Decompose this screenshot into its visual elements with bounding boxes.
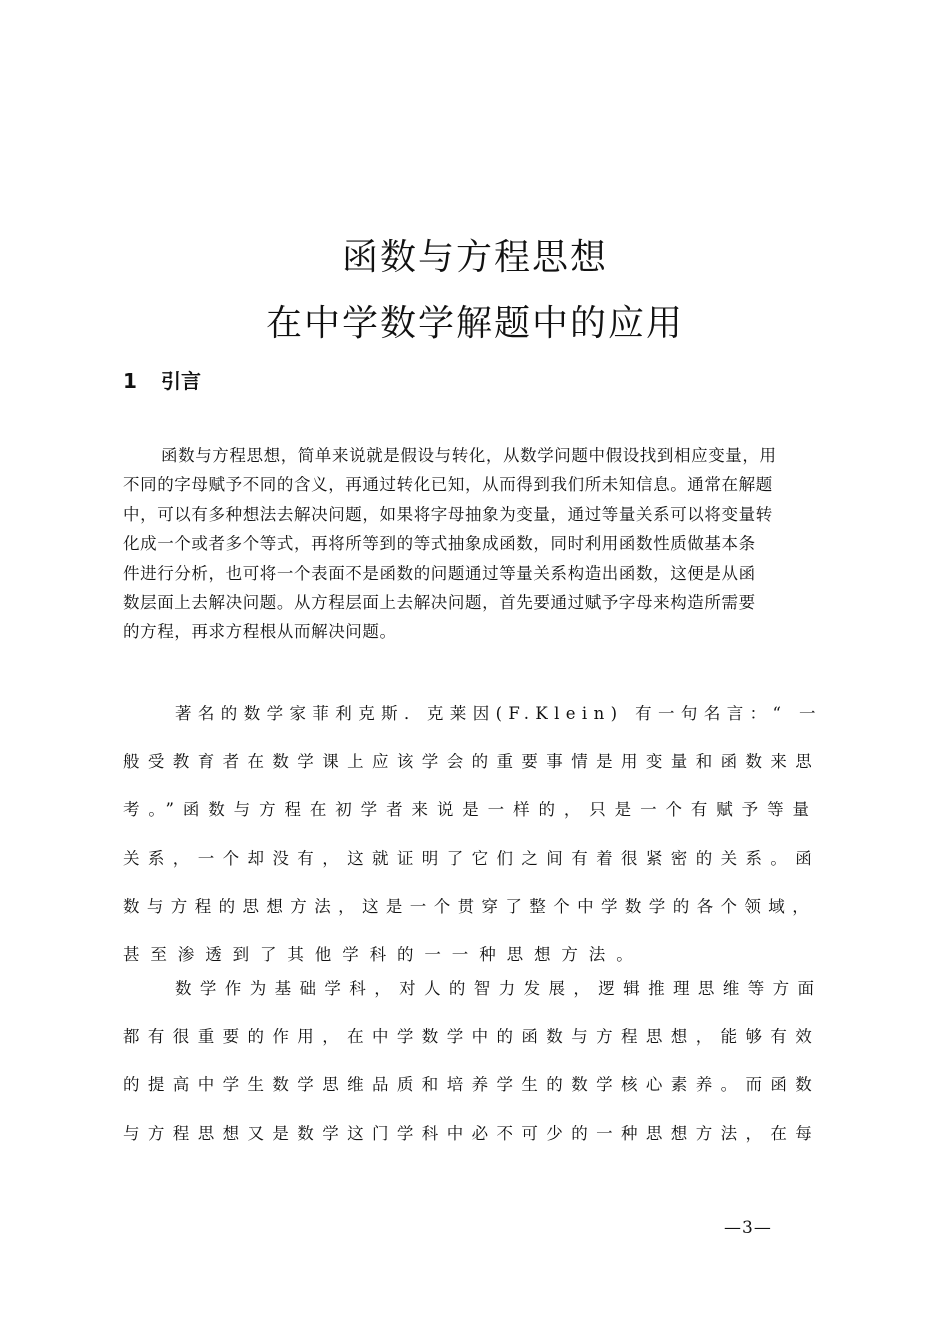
paragraph-line: 数与方程的思想方法，这是一个贯穿了整个中学数学的各个领域， xyxy=(123,896,817,916)
paragraph-line: 与方程思想又是数学这门学科中必不可少的一种思想方法，在每 xyxy=(123,1123,821,1143)
paragraph-2 xyxy=(123,690,828,979)
paragraph-line: 数层面上去解决问题。从方程层面上去解决问题，首先要通过赋予字母来构造所需要 xyxy=(123,593,756,613)
paragraph-line: 件进行分析，也可将一个表面不是函数的问题通过等量关系构造出函数，这便是从函 xyxy=(123,563,756,583)
paragraph-line: 著名的数学家菲利克斯．克莱因(F.Klein) 有一句名言：“ 一 xyxy=(175,704,822,723)
paragraph-line: 函数与方程思想，简单来说就是假设与转化，从数学问题中假设找到相应变量，用 xyxy=(161,446,777,465)
paragraph-line: 数学作为基础学科，对人的智力发展，逻辑推理思维等方面 xyxy=(175,979,823,998)
page-number: —3— xyxy=(724,1218,772,1238)
paragraph-3 xyxy=(123,965,828,1158)
paragraph-line: 都有很重要的作用，在中学数学中的函数与方程思想，能够有效 xyxy=(123,1027,821,1047)
paragraph-line: 般受教育者在数学课上应该学会的重要事情是用变量和函数来思 xyxy=(123,752,821,772)
title-line-2: 在中学数学解题中的应用 xyxy=(265,303,684,344)
paragraph-line: 化成一个或者多个等式，再将所等到的等式抽象成函数，同时利用函数性质做基本条 xyxy=(123,534,756,554)
title-line-1: 函数与方程思想 xyxy=(341,237,608,278)
section-heading xyxy=(123,371,201,391)
paragraph-line: 关系，一个却没有，这就证明了它们之间有着很紧密的关系。函 xyxy=(123,848,821,868)
paragraph-line: 中，可以有多种想法去解决问题，如果将字母抽象为变量，通过等量关系可以将变量转 xyxy=(123,504,773,524)
paragraph-line: 的方程，再求方程根从而解决问题。 xyxy=(123,622,397,642)
section-title: 引言 xyxy=(161,369,201,393)
paragraph-1 xyxy=(123,441,828,647)
paragraph-line: 的提高中学生数学思维品质和培养学生的数学核心素养。而函数 xyxy=(123,1075,821,1095)
paragraph-line: 考。”函数与方程在初学者来说是一样的，只是一个有赋予等量 xyxy=(123,800,818,820)
section-number: 1 xyxy=(123,369,137,393)
paragraph-line: 甚至渗透到了其他学科的一一种思想方法。 xyxy=(123,945,644,965)
paragraph-line: 不同的字母赋予不同的含义，再通过转化已知，从而得到我们所未知信息。通常在解题 xyxy=(123,475,773,495)
